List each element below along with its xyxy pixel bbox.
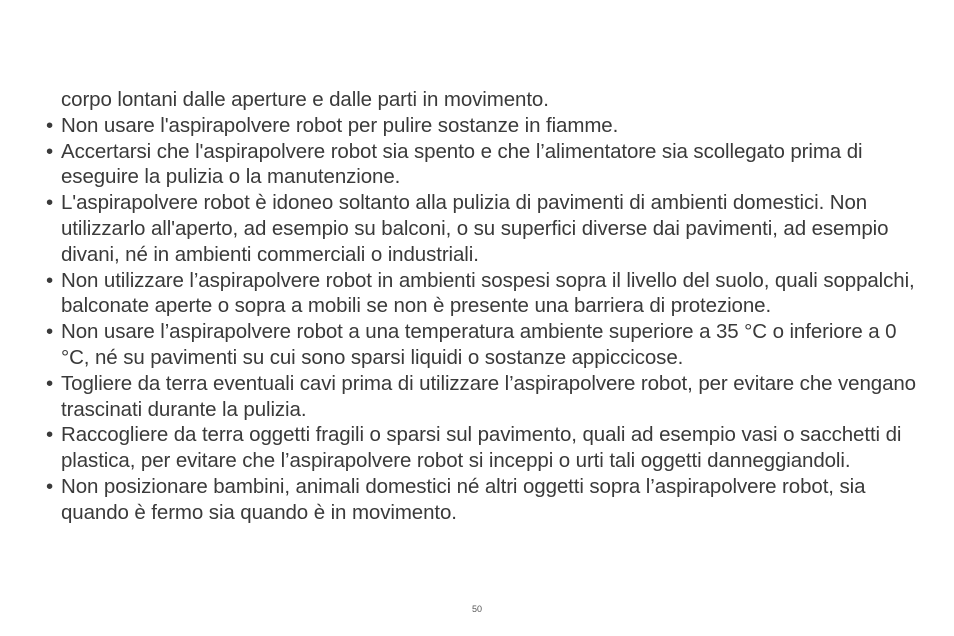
safety-instructions — [46, 87, 926, 526]
list-item-text: Non usare l'aspirapolvere robot per pulire sostanze in fiamme. — [61, 113, 619, 137]
bullet-dot: • — [46, 191, 54, 215]
bullet-dot: • — [46, 320, 54, 344]
list-item — [46, 190, 926, 267]
bullet-dot: • — [46, 423, 54, 447]
list-item — [46, 113, 926, 139]
bullet-dot: • — [46, 268, 54, 292]
bullet-dot: • — [46, 371, 54, 395]
list-item-text: Raccogliere da terra oggetti fragili o sparsi sul pavimento, quali ad esempio vasi o sacchetti di plastica, per evitare che l’aspirapolvere robot si inceppi o urti tali oggetti danneggiandoli. — [61, 423, 902, 473]
list-item — [46, 268, 926, 320]
list-item — [46, 139, 926, 191]
list-item-text: Accertarsi che l'aspirapolvere robot sia spento e che l’alimentatore sia scollegato prima di eseguire la pulizia o la manutenzione. — [61, 139, 863, 189]
list-item — [46, 371, 926, 423]
list-item — [46, 422, 926, 474]
bullet-dot: • — [46, 139, 54, 163]
list-item — [46, 319, 926, 371]
bullet-dot: • — [46, 474, 54, 498]
continuation-text: corpo lontani dalle aperture e dalle parti in movimento. — [61, 88, 549, 111]
list-item-text: Non usare l’aspirapolvere robot a una temperatura ambiente superiore a 35 °C o inferiore a 0 °C, né su pavimenti su cui sono sparsi liquidi o sostanze appiccicose. — [61, 320, 897, 369]
list-item-text: Non utilizzare l’aspirapolvere robot in ambienti sospesi sopra il livello del suolo, quali soppalchi, balconate aperte o sopra a mobili se non è presente una barriera di protezione. — [61, 268, 915, 318]
list-item-text: Non posizionare bambini, animali domestici né altri oggetti sopra l’aspirapolvere robot, sia quando è fermo sia quando è in movimento. — [61, 474, 866, 524]
bullet-list — [46, 113, 926, 526]
page-number: 50 — [471, 604, 482, 614]
list-item — [46, 474, 926, 526]
list-item-text: L'aspirapolvere robot è idoneo soltanto alla pulizia di pavimenti di ambienti domestici. Non utilizzarlo all'aperto, ad esempio su balconi, o su superfici diverse dai pavimenti, ad esempio divani, né in ambienti commerciali o industriali. — [61, 191, 889, 266]
list-item-text: Togliere da terra eventuali cavi prima di utilizzare l’aspirapolvere robot, per evitare che vengano trascinati durante la pulizia. — [61, 371, 916, 421]
bullet-dot: • — [46, 113, 54, 137]
